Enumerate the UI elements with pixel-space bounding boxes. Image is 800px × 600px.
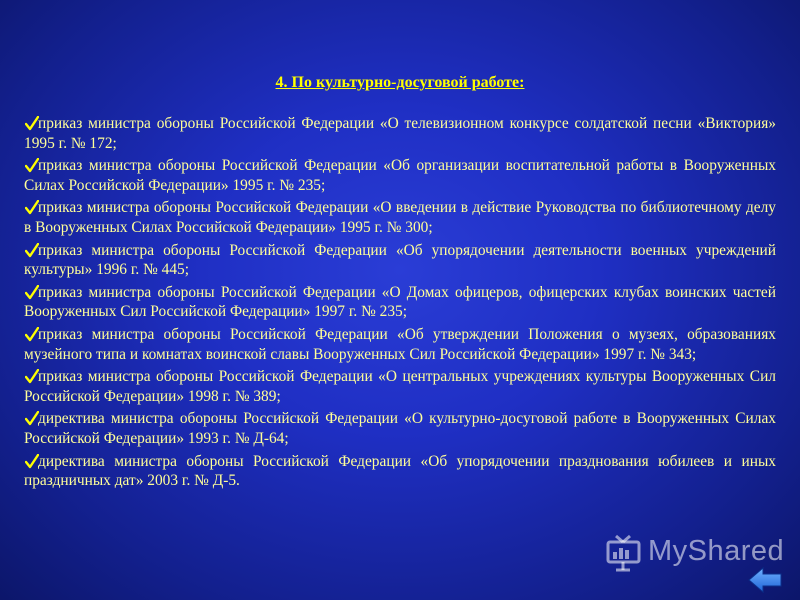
list-item-text: приказ министра обороны Российской Федерации «Об организации воспитательной работы в Вооруженных Силах Российской Федерации» 1995 г. № 235; [24, 157, 776, 194]
list-item [24, 156, 776, 195]
list-item [24, 452, 776, 491]
checkmark-icon [25, 454, 39, 469]
checkmark-icon [25, 369, 39, 384]
checkmark-icon [25, 285, 39, 300]
checkmark-icon [25, 327, 39, 342]
list-item [24, 283, 776, 322]
list-item [24, 325, 776, 364]
presentation-icon [604, 533, 644, 573]
list-item-text: приказ министра обороны Российской Федерации «О центральных учреждениях культуры Вооруженных Сил Российской Федерации» 1998 г. № 389; [24, 368, 776, 405]
list-item [24, 198, 776, 237]
order-list [24, 114, 776, 494]
watermark-text: MyShared [648, 535, 785, 567]
list-item [24, 241, 776, 280]
checkmark-icon [25, 243, 39, 258]
back-arrow-icon[interactable] [747, 566, 783, 594]
list-item-text: приказ министра обороны Российской Федерации «О Домах офицеров, офицерских клубах воинских частей Вооруженных Сил Российской Федерации» 1997 г. № 235; [24, 283, 776, 321]
list-item-text: приказ министра обороны Российской Федерации «О введении в действие Руководства по библиотечному делу в Вооруженных Силах Российской Федерации» 1995 г. № 300; [24, 199, 776, 236]
list-item [24, 114, 776, 153]
list-item-text: приказ министра обороны Российской Федерации «Об утверждении Положения о музеях, образованиях музейного типа и комнатах воинской славы Вооруженных Сил Российской Федерации» 1997 г. № 343; [24, 325, 776, 363]
list-item-text: директива министра обороны Российской Федерации «О культурно-досуговой работе в Вооруженных Силах Российской Федерации» 1993 г. № Д-64; [24, 410, 776, 447]
list-item-text: приказ министра обороны Российской Федерации «Об упорядочении деятельности военных учреждений культуры» 1996 г. № 445; [24, 241, 776, 279]
checkmark-icon [25, 411, 39, 426]
list-item [24, 409, 776, 448]
checkmark-icon [25, 116, 39, 131]
list-item [24, 367, 776, 406]
list-item-text: директива министра обороны Российской Федерации «Об упорядочении празднования юбилеев и иных праздничных дат» 2003 г. № Д-5. [24, 452, 776, 490]
checkmark-icon [25, 200, 39, 215]
checkmark-icon [25, 158, 39, 173]
section-heading: 4. По культурно-досуговой работе: [275, 74, 525, 91]
list-item-text: приказ министра обороны Российской Федерации «О телевизионном конкурсе солдатской песни «Виктория» 1995 г. № 172; [24, 115, 776, 152]
